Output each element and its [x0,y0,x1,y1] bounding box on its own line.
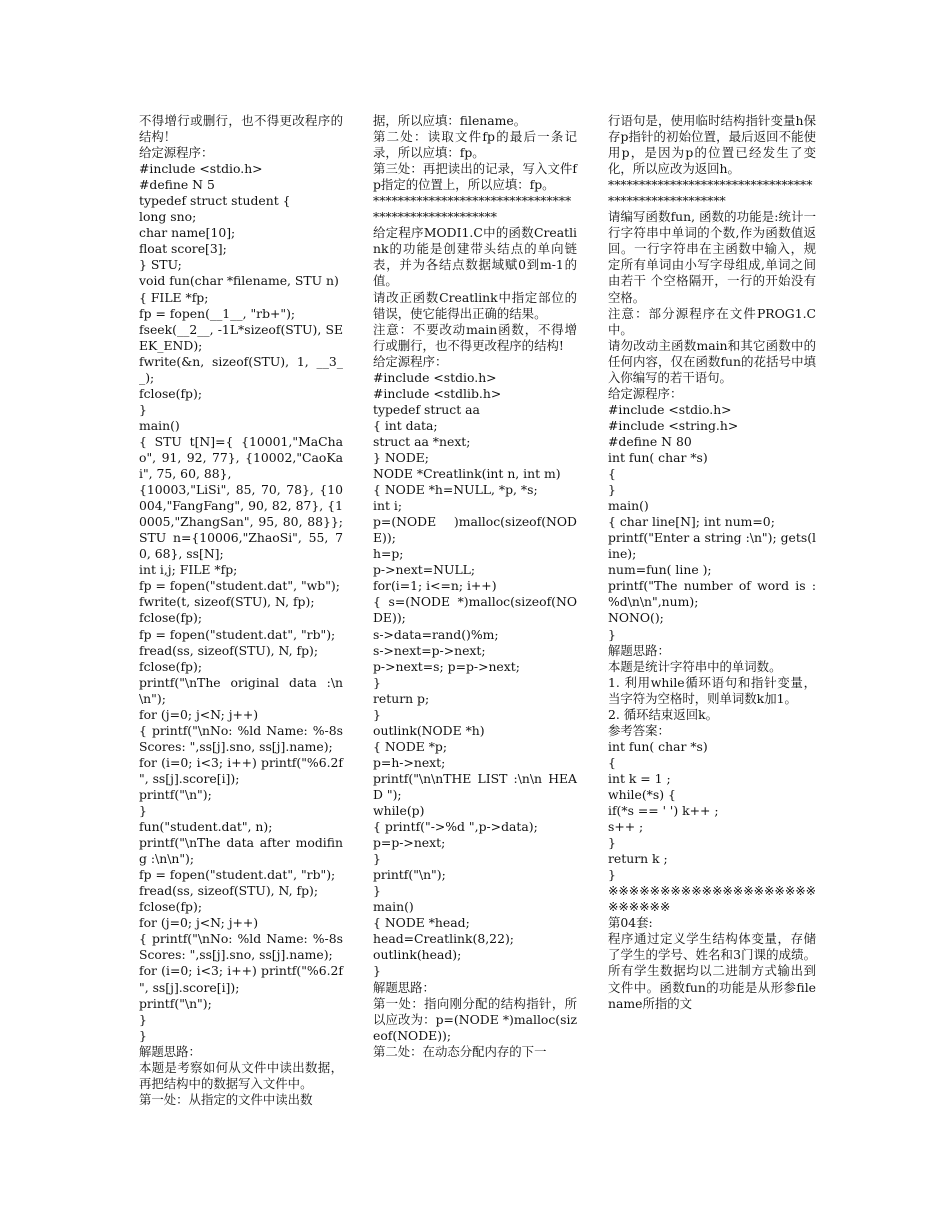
text-line: p=(NODE )malloc(sizeof(NODE)); [373,514,577,546]
text-line: 给定源程序： [139,145,214,161]
text-line: } [373,674,381,690]
text-line: 注意：部分源程序在文件PROG1.C中。 [608,305,816,337]
text-line: s->next=p->next; [373,642,486,658]
text-line: 第二处：在动态分配内存的下一 [373,1043,547,1059]
text-line: 给定程序MODI1.C中的函数Creatlink的功能是创建带头结点的单向链表，并为各结点数据域赋0到m-1的值。 [373,225,577,289]
text-line: fun("student.dat", n); [139,819,273,835]
text-line: 注意：不要改动main函数，不得增行或删行，也不得更改程序的结构! [373,321,577,353]
text-line: p=h->next; [373,754,446,770]
text-line: } [373,706,381,722]
text-line: 解题思路： [139,1043,201,1059]
text-line: { STU t[N]={ {10001,"MaChao", 91, 92, 77}, {10002,"CaoKai", 75, 60, 88}, [139,433,343,482]
text-line: outlink(head); [373,947,462,963]
text-line: int i; [373,498,402,514]
text-line: **************************************************** [608,177,813,209]
text-line: fread(ss, sizeof(STU), N, fp); [139,883,319,899]
text-line: NODE *Creatlink(int n, int m) [373,466,561,482]
text-line: { s=(NODE *)malloc(sizeof(NODE)); [373,594,577,626]
text-line: } [139,803,147,819]
text-line: printf("\nThe data after modifing :\n\n"); [139,835,343,867]
text-line: typedef struct student { [139,193,291,209]
text-line: 程序通过定义学生结构体变量，存储了学生的学号、姓名和3门课的成绩。所有学生数据均以二进制方式输出到文件中。函数fun的功能是从形参filename所指的文 [608,931,816,1011]
text-line: 第04套: [608,915,653,931]
text-line: #include <stdio.h> [608,401,732,417]
text-line: { NODE *head; [373,915,470,931]
text-line: for (i=0; i<3; i++) printf("%6.2f ", ss[j].score[i]); [139,963,343,995]
text-line: main() [373,899,414,915]
text-line: 2. 循环结束返回k。 [608,706,719,722]
text-line: printf("The number of word is : %d\n\n",num); [608,578,816,610]
text-line: for (j=0; j<N; j++) [139,915,259,931]
text-line: 行语句是，使用临时结构指针变量h保存p指针的初始位置，最后返回不能使用p，是因为p的位置已经发生了变化，所以应改为返回h。 [608,113,816,177]
text-line: while(p) [373,803,425,819]
text-line: p->next=s; p=p->next; [373,658,520,674]
text-line: #define N 5 [139,177,215,193]
text-line: 解题思路： [608,642,670,658]
text-line: 不得增行或删行，也不得更改程序的结构！ [139,113,343,145]
text-line: 请勿改动主函数main和其它函数中的任何内容，仅在函数fun的花括号中填入你编写的若干语句。 [608,337,816,385]
text-line: for (j=0; j<N; j++) [139,706,259,722]
text-line: fp = fopen("student.dat", "rb"); [139,626,336,642]
text-line: #include <stdlib.h> [373,385,502,401]
text-line: fclose(fp); [139,658,202,674]
text-line: h=p; [373,546,404,562]
text-line: 第二处：读取文件fp的最后一条记录，所以应填：fp。 [373,129,577,161]
text-line: 第一处：从指定的文件中读出数 [139,1091,313,1107]
text-line: #define N 80 [608,433,692,449]
text-line: fwrite(&n, sizeof(STU), 1, __3__); [139,353,343,385]
text-line: typedef struct aa [373,401,480,417]
text-line: 第三处：再把读出的记录，写入文件fp指定的位置上，所以应填：fp。 [373,161,577,193]
text-line: } NODE; [373,449,429,465]
text-line: void fun(char *filename, STU n) [139,273,339,289]
text-line: { [608,466,616,482]
text-line: #include <string.h> [608,417,739,433]
text-line: s->data=rand()%m; [373,626,499,642]
text-line: { FILE *fp; [139,289,209,305]
text-line: 请编写函数fun, 函数的功能是:统计一行字符串中单词的个数,作为函数值返 回。一行字符串在主函数中输入，规定所有单词由小写字母组成,单词之间由若干 个空格隔开，一行的开始没有空格。 [608,209,816,305]
text-line: fread(ss, sizeof(STU), N, fp); [139,642,319,658]
text-line: } [139,1011,147,1027]
text-line: outlink(NODE *h) [373,722,485,738]
text-line: printf("\n"); [139,995,212,1011]
text-line: struct aa *next; [373,433,471,449]
text-line: NONO(); [608,610,664,626]
text-column-middle [373,113,577,1060]
text-line: { NODE *p; [373,738,448,754]
text-line: 解题思路： [373,979,435,995]
text-line: 本题是考察如何从文件中读出数据，再把结构中的数据写入文件中。 [139,1059,343,1091]
text-line: } [373,851,381,867]
text-line: fclose(fp); [139,610,202,626]
text-line: } [373,883,381,899]
text-column-right [608,113,816,1012]
text-line: } [608,626,616,642]
text-line: int i,j; FILE *fp; [139,562,238,578]
text-line: **************************************************** [373,193,572,225]
text-line: char name[10]; [139,225,236,241]
text-line: main() [608,498,649,514]
text-line: #include <stdio.h> [373,369,497,385]
text-line: p->next=NULL; [373,562,476,578]
text-line: int fun( char *s) [608,449,708,465]
text-line: s++ ; [608,819,644,835]
text-line: head=Creatlink(8,22); [373,931,514,947]
text-line: {10003,"LiSi", 85, 70, 78}, {10004,"FangFang", 90, 82, 87}, {10005,"ZhangSan", 95, 80, 88}}; STU n={10006,"ZhaoSi", 55, 70, 68}, ss[N]; [139,482,343,562]
text-line: 1. 利用while循环语句和指针变量，当字符为空格时，则单词数k加1。 [608,674,816,706]
text-line: printf("\n"); [139,786,212,802]
text-line: { int data; [373,417,438,433]
text-line: 第一处：指向刚分配的结构指针，所以应改为：p=(NODE *)malloc(sizeof(NODE)); [373,995,577,1043]
text-line: main() [139,417,180,433]
text-line: fp = fopen("student.dat", "wb"); [139,578,340,594]
text-line: fclose(fp); [139,899,202,915]
text-line: } [608,835,616,851]
text-line: { [608,754,616,770]
text-line: printf("\n"); [373,867,446,883]
text-line: float score[3]; [139,241,227,257]
text-line: { printf("->%d ",p->data); [373,819,538,835]
text-line: int fun( char *s) [608,738,708,754]
text-line: num=fun( line ); [608,562,712,578]
text-line: 本题是统计字符串中的单词数。 [608,658,782,674]
text-line: for(i=1; i<=n; i++) [373,578,497,594]
text-line: printf("\n\nTHE LIST :\n\n HEAD "); [373,770,577,802]
text-line: 请改正函数Creatlink中指定部位的错误，使它能得出正确的结果。 [373,289,577,321]
text-line: { printf("\nNo: %ld Name: %-8s Scores: ",ss[j].sno, ss[j].name); [139,931,343,963]
text-line: printf("\nThe original data :\n\n"); [139,674,343,706]
text-line: 据，所以应填：filename。 [373,113,527,128]
text-line: fwrite(t, sizeof(STU), N, fp); [139,594,315,610]
text-line: fclose(fp); [139,385,202,401]
text-line: long sno; [139,209,197,225]
text-line: 给定源程序： [373,353,448,369]
text-line: fp = fopen(__1__, "rb+"); [139,305,296,321]
text-line: } [373,963,381,979]
text-line: 给定源程序： [608,385,683,401]
text-line: for (i=0; i<3; i++) printf("%6.2f ", ss[j].score[i]); [139,754,343,786]
text-line: { NODE *h=NULL, *p, *s; [373,482,538,498]
text-line: ※※※※※※※※※※※※※※※※※※※※※※※※※※ [608,883,816,915]
text-line: p=p->next; [373,835,446,851]
text-line: printf("Enter a string :\n"); gets(line); [608,530,816,562]
text-line: { char line[N]; int num=0; [608,514,775,530]
text-line: } [608,867,616,883]
text-line: } [608,482,616,498]
text-line: int k = 1 ; [608,770,671,786]
text-line: #include <stdio.h> [139,161,263,177]
text-line: } [139,1027,147,1043]
text-line: while(*s) { [608,786,676,802]
text-line: 参考答案： [608,722,670,738]
text-line: fp = fopen("student.dat", "rb"); [139,867,336,883]
text-line: if(*s == ' ') k++ ; [608,803,719,819]
text-line: { printf("\nNo: %ld Name: %-8s Scores: ",ss[j].sno, ss[j].name); [139,722,343,754]
text-line: return p; [373,690,430,706]
text-line: } [139,401,147,417]
text-line: fseek(__2__, -1L*sizeof(STU), SEEK_END); [139,321,343,353]
text-line: } STU; [139,257,182,273]
text-line: return k ; [608,851,668,867]
text-column-left [139,113,343,1108]
